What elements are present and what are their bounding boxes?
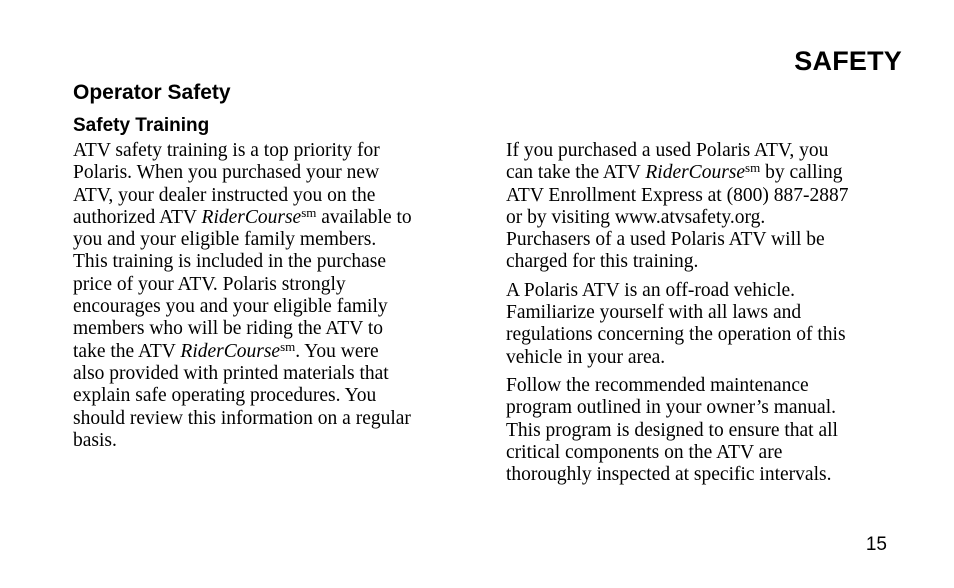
text-fragment: . You were bbox=[295, 340, 379, 362]
text-line: price of your ATV. Polaris strongly bbox=[73, 273, 346, 295]
operator-safety-heading: Operator Safety bbox=[73, 81, 231, 104]
text-line: This program is designed to ensure that all bbox=[506, 419, 838, 441]
text-line: thoroughly inspected at specific intervals. bbox=[506, 464, 832, 486]
ridercourse-brand: RiderCourse bbox=[180, 340, 281, 362]
text-line: regulations concerning the operation of this bbox=[506, 324, 846, 346]
service-mark: sm bbox=[280, 338, 296, 354]
text-line: ATV, your dealer instructed you on the bbox=[73, 184, 376, 206]
text-fragment: can take the ATV bbox=[506, 162, 646, 184]
text-line: encourages you and your eligible family bbox=[73, 296, 388, 318]
text-fragment: authorized ATV bbox=[73, 206, 202, 228]
service-mark: sm bbox=[301, 204, 317, 220]
service-mark: sm bbox=[745, 160, 761, 176]
text-line: ATV Enrollment Express at (800) 887-2887 bbox=[506, 184, 849, 206]
text-line: members who will be riding the ATV to bbox=[73, 318, 383, 340]
text-line bbox=[506, 162, 906, 184]
text-line: critical components on the ATV are bbox=[506, 441, 783, 463]
text-line: If you purchased a used Polaris ATV, you bbox=[506, 140, 829, 161]
text-line: A Polaris ATV is an off-road vehicle. bbox=[506, 279, 796, 301]
ridercourse-brand: RiderCourse bbox=[201, 206, 302, 228]
maintenance-paragraph bbox=[506, 375, 906, 486]
text-line bbox=[73, 338, 473, 363]
safety-training-subheading: Safety Training bbox=[73, 115, 210, 136]
text-fragment: available to bbox=[316, 206, 412, 228]
text-line: ATV safety training is a top priority for bbox=[73, 140, 380, 161]
text-line: should review this information on a regular bbox=[73, 407, 411, 429]
text-line: Familiarize yourself with all laws and bbox=[506, 302, 802, 324]
text-fragment: by calling bbox=[760, 162, 843, 184]
text-line: This training is included in the purchase bbox=[73, 251, 387, 273]
text-line: basis. bbox=[73, 429, 117, 451]
right-column bbox=[506, 140, 906, 492]
page-number: 15 bbox=[865, 534, 887, 555]
text-fragment: take the ATV bbox=[73, 340, 181, 362]
ridercourse-brand: RiderCourse bbox=[645, 162, 746, 184]
section-title: SAFETY bbox=[794, 46, 902, 76]
text-line: Polaris. When you purchased your new bbox=[73, 162, 380, 184]
used-atv-paragraph bbox=[506, 140, 906, 274]
off-road-paragraph bbox=[506, 280, 906, 369]
left-column bbox=[73, 140, 473, 458]
text-line: vehicle in your area. bbox=[506, 346, 666, 368]
text-line: program outlined in your owner’s manual. bbox=[506, 397, 836, 419]
text-line: Follow the recommended maintenance bbox=[506, 374, 809, 396]
text-line bbox=[73, 204, 473, 229]
text-line: you and your eligible family members. bbox=[73, 229, 377, 251]
text-line: or by visiting www.atvsafety.org. bbox=[506, 206, 766, 228]
text-line: also provided with printed materials that bbox=[73, 362, 389, 384]
text-line: charged for this training. bbox=[506, 251, 699, 273]
text-line: explain safe operating procedures. You bbox=[73, 385, 377, 407]
safety-training-paragraph bbox=[73, 140, 473, 452]
text-line: Purchasers of a used Polaris ATV will be bbox=[506, 229, 825, 251]
